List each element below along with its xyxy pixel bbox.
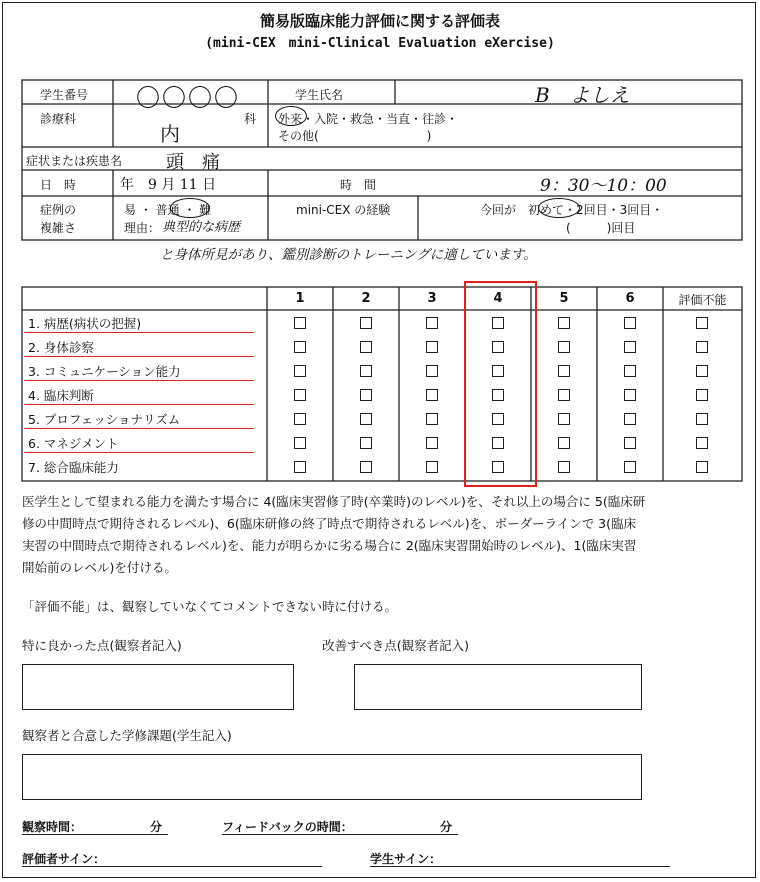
rating-checkbox[interactable] — [360, 437, 372, 449]
rating-checkbox[interactable] — [558, 389, 570, 401]
rating-checkbox[interactable] — [294, 437, 306, 449]
rating-checkbox[interactable] — [360, 461, 372, 473]
criterion-underline — [24, 356, 254, 357]
student-sign-label: 学生サイン： — [370, 852, 442, 866]
experience-options-1: 今回が 初めて・2回目・3回目・ — [480, 203, 664, 217]
symptom-label: 症状または疾患名 — [26, 154, 123, 168]
form-title: 簡易版臨床能力評価に関する評価表 — [259, 12, 500, 30]
rating-checkbox[interactable] — [426, 437, 438, 449]
criterion-label: 2. 身体診察 — [28, 340, 94, 355]
col-header-2: 2 — [361, 291, 371, 306]
rating-checkbox[interactable] — [426, 317, 438, 329]
improve-points-field[interactable] — [354, 664, 642, 710]
rating-checkbox[interactable] — [492, 461, 504, 473]
rating-checkbox[interactable] — [696, 389, 708, 401]
student-name-label: 学生氏名 — [295, 88, 344, 102]
feedback-time-unit: 分 — [440, 820, 453, 834]
good-points-field[interactable] — [22, 664, 294, 710]
handwritten-note: と身体所見があり、鑑別診断のトレーニングに適しています。 — [160, 247, 537, 263]
instruction-para-2: 「評価不能」は、観察していなくてコメントできない時に付ける。 — [22, 599, 398, 614]
complexity-label-2: 複雑さ — [40, 221, 77, 235]
rating-checkbox[interactable] — [696, 437, 708, 449]
evaluator-sign-field[interactable] — [22, 866, 322, 867]
improve-points-label: 改善すべき点(観察者記入) — [322, 638, 470, 653]
rating-checkbox[interactable] — [294, 461, 306, 473]
col-header-1: 1 — [295, 291, 305, 306]
rating-checkbox[interactable] — [360, 317, 372, 329]
rating-checkbox[interactable] — [426, 365, 438, 377]
rating-checkbox[interactable] — [294, 365, 306, 377]
rating-checkbox[interactable] — [426, 341, 438, 353]
rating-checkbox[interactable] — [696, 365, 708, 377]
instruction-line-1: 医学生として望まれる能力を満たす場合に 4(臨床実習修了時(卒業時)のレベル)を、それ以上の場合に 5(臨床研 — [22, 494, 646, 509]
feedback-time-field[interactable] — [222, 834, 458, 835]
date-value[interactable]: 年 9 月 11 日 — [120, 177, 217, 193]
criterion-label: 3. コミュニケーション能力 — [28, 364, 181, 379]
criterion-underline — [24, 404, 254, 405]
evaluator-sign-label: 評価者サイン： — [22, 852, 106, 866]
rating-checkbox[interactable] — [558, 461, 570, 473]
criterion-label: 4. 臨床判断 — [28, 388, 94, 403]
rating-checkbox[interactable] — [492, 389, 504, 401]
student-sign-field[interactable] — [370, 866, 670, 867]
experience-options-2: ( )回目 — [566, 221, 636, 235]
rating-checkbox[interactable] — [696, 317, 708, 329]
time-value[interactable]: 9：30～10：00 — [540, 176, 667, 196]
complexity-options: 易 ・ 普通 ・ 難 — [124, 203, 212, 217]
feedback-time-label: フィードバックの時間： — [222, 820, 353, 834]
rating-checkbox[interactable] — [624, 437, 636, 449]
rating-checkbox[interactable] — [624, 413, 636, 425]
rating-checkbox[interactable] — [558, 413, 570, 425]
rating-checkbox[interactable] — [360, 413, 372, 425]
rating-checkbox[interactable] — [360, 365, 372, 377]
student-number-label: 学生番号 — [40, 88, 89, 102]
col-header-6: 6 — [625, 291, 635, 306]
setting-options-line1: 外来・入院・救急・当直・往診・ — [278, 112, 459, 126]
date-label: 日 時 — [40, 178, 77, 192]
experience-label: mini-CEX の経験 — [296, 203, 391, 217]
criterion-underline — [24, 332, 254, 333]
good-points-label: 特に良かった点(観察者記入) — [22, 638, 182, 653]
rating-checkbox[interactable] — [624, 317, 636, 329]
rating-checkbox[interactable] — [624, 389, 636, 401]
student-name-value[interactable]: B よしえ — [535, 83, 630, 107]
rating-checkbox[interactable] — [558, 437, 570, 449]
symptom-value[interactable]: 頭 痛 — [166, 152, 220, 173]
rating-checkbox[interactable] — [360, 389, 372, 401]
criterion-underline — [24, 428, 254, 429]
highlight-column-4-box — [465, 282, 536, 486]
rating-checkbox[interactable] — [696, 413, 708, 425]
rating-checkbox[interactable] — [696, 461, 708, 473]
rating-checkbox[interactable] — [558, 365, 570, 377]
col-header-unratable: 評価不能 — [678, 293, 727, 307]
reason-value[interactable]: 典型的な病歴 — [162, 220, 241, 235]
rating-checkbox[interactable] — [492, 437, 504, 449]
criterion-label: 1. 病歴(病状の把握) — [28, 316, 142, 331]
reason-label: 理由： — [124, 221, 161, 235]
form-subtitle: (mini-CEX mini-Clinical Evaluation eXercise) — [205, 36, 555, 51]
observation-time-label: 観察時間： — [22, 820, 83, 834]
criterion-underline — [24, 452, 254, 453]
rating-checkbox[interactable] — [624, 341, 636, 353]
rating-checkbox[interactable] — [294, 341, 306, 353]
department-label: 診療科 — [40, 112, 77, 126]
department-value[interactable]: 内 — [160, 122, 180, 146]
rating-checkbox[interactable] — [426, 389, 438, 401]
rating-checkbox[interactable] — [492, 413, 504, 425]
student-number-value[interactable]: 〇〇〇〇 — [136, 84, 240, 112]
rating-checkbox[interactable] — [426, 413, 438, 425]
instruction-line-4: 開始前のレベル)を付ける。 — [22, 560, 177, 575]
rating-checkbox[interactable] — [624, 365, 636, 377]
rating-checkbox[interactable] — [294, 389, 306, 401]
col-header-4: 4 — [493, 291, 503, 306]
criterion-label: 5. プロフェッショナリズム — [28, 412, 181, 427]
department-suffix: 科 — [244, 112, 257, 126]
rating-checkbox[interactable] — [558, 341, 570, 353]
col-header-5: 5 — [559, 291, 569, 306]
setting-options-line2: その他( ) — [278, 129, 432, 143]
observation-time-unit: 分 — [150, 820, 163, 834]
rating-checkbox[interactable] — [696, 341, 708, 353]
criterion-label: 6. マネジメント — [28, 436, 119, 451]
rating-checkbox[interactable] — [294, 413, 306, 425]
complexity-label-1: 症例の — [40, 203, 77, 217]
rating-checkbox[interactable] — [558, 317, 570, 329]
time-label: 時 間 — [340, 178, 377, 192]
observation-time-field[interactable] — [22, 834, 168, 835]
rating-checkbox[interactable] — [360, 341, 372, 353]
rating-checkbox[interactable] — [294, 317, 306, 329]
agreed-task-label: 観察者と合意した学修課題(学生記入) — [22, 728, 232, 743]
instruction-line-2: 修の中間時点で期待されるレベル)、6(臨床研修の終了時点で期待されるレベル)を、ボーダーラインで 3(臨床 — [22, 516, 637, 531]
rating-checkbox[interactable] — [492, 317, 504, 329]
instruction-line-3: 実習の中間時点で期待されるレベル)を、能力が明らかに劣る場合に 2(臨床実習開始時のレベル)、1(臨床実習 — [22, 538, 637, 553]
criterion-label: 7. 総合臨床能力 — [28, 460, 119, 475]
agreed-task-field[interactable] — [22, 754, 642, 800]
col-header-3: 3 — [427, 291, 437, 306]
criterion-underline — [24, 380, 254, 381]
rating-checkbox[interactable] — [624, 461, 636, 473]
rating-checkbox[interactable] — [492, 341, 504, 353]
rating-checkbox[interactable] — [426, 461, 438, 473]
rating-checkbox[interactable] — [492, 365, 504, 377]
